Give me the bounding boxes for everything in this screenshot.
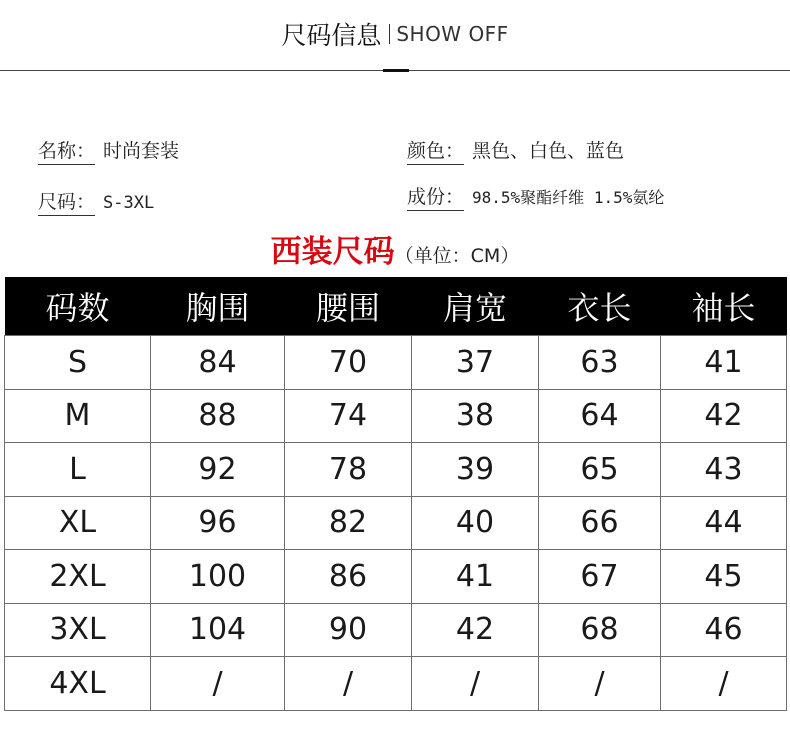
size-table (4, 277, 787, 711)
size-chart-unit: （单位：CM） (394, 245, 520, 267)
size-label: 尺码： (38, 187, 95, 216)
size-chart-title: 西装尺码 (270, 234, 395, 270)
table-cell: 66 (539, 496, 661, 550)
header-cell: 肩宽 (412, 277, 539, 336)
table-cell: 68 (539, 603, 661, 657)
table-cell: / (661, 657, 787, 711)
info-fabric (407, 182, 664, 211)
table-cell: 63 (539, 336, 661, 390)
table-cell: 96 (151, 496, 285, 550)
size-cell: M (5, 389, 151, 443)
table-cell: / (539, 657, 661, 711)
header-cell: 衣长 (539, 277, 661, 336)
table-row (5, 550, 787, 604)
table-row (5, 443, 787, 497)
table-cell: 100 (151, 550, 285, 604)
fabric-label: 成份： (407, 182, 464, 211)
table-cell: 42 (412, 603, 539, 657)
info-color (407, 136, 624, 165)
table-cell: 78 (285, 443, 412, 497)
table-cell: 82 (285, 496, 412, 550)
table-cell: 64 (539, 389, 661, 443)
name-value: 时尚套装 (103, 140, 180, 162)
header-title (0, 16, 790, 52)
color-value: 黑色、白色、蓝色 (472, 140, 625, 162)
table-cell: 84 (151, 336, 285, 390)
table-row (5, 496, 787, 550)
table-cell: 104 (151, 603, 285, 657)
table-cell: 45 (661, 550, 787, 604)
header-cell: 袖长 (661, 277, 787, 336)
title-english: SHOW OFF (396, 22, 509, 46)
size-cell: L (5, 443, 151, 497)
table-cell: 67 (539, 550, 661, 604)
table-cell: 41 (412, 550, 539, 604)
table-cell: 74 (285, 389, 412, 443)
color-label: 颜色： (407, 136, 464, 165)
info-size (38, 187, 154, 216)
size-cell: 4XL (5, 657, 151, 711)
table-cell: 92 (151, 443, 285, 497)
table-row (5, 657, 787, 711)
table-header-row (5, 277, 787, 336)
info-name (38, 136, 179, 165)
table-row (5, 389, 787, 443)
table-cell: / (285, 657, 412, 711)
header-cell: 码数 (5, 277, 151, 336)
fabric-value: 98.5%聚酯纤维 1.5%氨纶 (472, 188, 665, 207)
table-cell: 38 (412, 389, 539, 443)
title-divider (389, 24, 390, 44)
size-cell: XL (5, 496, 151, 550)
table-cell: 86 (285, 550, 412, 604)
table-cell: 90 (285, 603, 412, 657)
header-cell: 胸围 (151, 277, 285, 336)
table-cell: 65 (539, 443, 661, 497)
title-chinese: 尺码信息 (281, 21, 382, 50)
size-chart-heading (0, 226, 790, 271)
table-cell: 39 (412, 443, 539, 497)
name-label: 名称： (38, 136, 95, 165)
table-cell: 44 (661, 496, 787, 550)
table-cell: 37 (412, 336, 539, 390)
size-cell: S (5, 336, 151, 390)
size-value: S-3XL (103, 193, 155, 213)
header-rule-mark (383, 69, 409, 72)
table-cell: 70 (285, 336, 412, 390)
size-cell: 2XL (5, 550, 151, 604)
table-cell: 42 (661, 389, 787, 443)
table-cell: / (151, 657, 285, 711)
table-cell: 41 (661, 336, 787, 390)
header-cell: 腰围 (285, 277, 412, 336)
table-row (5, 336, 787, 390)
table-cell: 46 (661, 603, 787, 657)
size-cell: 3XL (5, 603, 151, 657)
table-cell: 43 (661, 443, 787, 497)
table-row (5, 603, 787, 657)
table-cell: 40 (412, 496, 539, 550)
page-header (0, 0, 790, 72)
table-cell: 88 (151, 389, 285, 443)
table-cell: / (412, 657, 539, 711)
